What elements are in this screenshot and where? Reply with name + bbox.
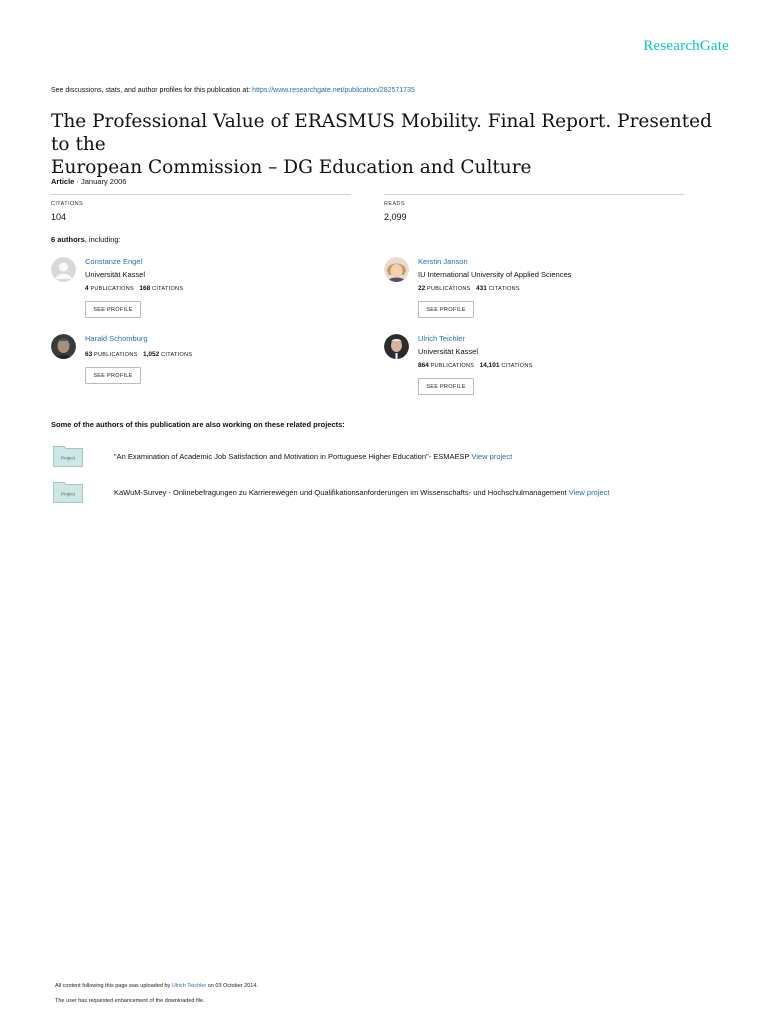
project-folder-icon[interactable] bbox=[53, 445, 83, 467]
reads-value: 2,099 bbox=[384, 212, 407, 222]
citation-count: 1,052 bbox=[143, 351, 160, 358]
author-photo-image bbox=[384, 334, 409, 359]
author-photo-image bbox=[384, 257, 409, 282]
citations-label: CITATIONS bbox=[51, 201, 84, 207]
citations-divider bbox=[51, 194, 351, 195]
citations-label: CITATIONS bbox=[501, 363, 533, 369]
author-institution: Universität Kassel bbox=[85, 270, 146, 279]
enhancement-notice: The user has requested enhancement of the downloaded file. bbox=[55, 998, 205, 1004]
author-name[interactable]: Kerstin Janson bbox=[418, 257, 468, 266]
citations-label: CITATIONS bbox=[161, 352, 193, 358]
author-card-harald-schomburg bbox=[51, 334, 371, 404]
researchgate-logo[interactable]: ResearchGate bbox=[643, 38, 729, 54]
publication-count: 864 bbox=[418, 362, 429, 369]
project-icon-label: Project bbox=[60, 491, 76, 497]
authors-count-line bbox=[51, 235, 121, 244]
author-stats bbox=[418, 285, 520, 292]
citation-count: 14,101 bbox=[479, 362, 500, 369]
publications-label: PUBLICATIONS bbox=[427, 286, 471, 292]
view-project-link[interactable]: View project bbox=[471, 452, 513, 461]
discussion-text: See discussions, stats, and author profiles for this publication at: bbox=[51, 87, 253, 94]
related-projects-heading: Some of the authors of this publication are also working on these related projects: bbox=[51, 420, 345, 429]
publications-label: PUBLICATIONS bbox=[430, 363, 475, 369]
project-item bbox=[114, 452, 512, 461]
author-stats bbox=[85, 351, 192, 358]
publication-count: 22 bbox=[418, 285, 426, 292]
article-meta bbox=[51, 177, 126, 186]
upload-notice bbox=[55, 983, 258, 989]
author-institution: Universität Kassel bbox=[418, 347, 479, 356]
discussion-notice bbox=[51, 87, 415, 94]
author-card-constanze-engel bbox=[51, 257, 371, 327]
view-project-link[interactable]: View project bbox=[568, 488, 610, 497]
default-avatar-icon bbox=[51, 257, 76, 282]
publications-label: PUBLICATIONS bbox=[94, 352, 138, 358]
author-card-ulrich-teichler bbox=[384, 334, 704, 404]
author-name[interactable]: Constanze Engel bbox=[85, 257, 143, 266]
publication-url-link[interactable]: https://www.researchgate.net/publication/282571735 bbox=[252, 87, 415, 94]
avatar-placeholder[interactable] bbox=[51, 257, 76, 282]
folder-icon bbox=[53, 445, 83, 467]
citation-count: 168 bbox=[139, 285, 151, 292]
title-line-2: European Commission – DG Education and Culture bbox=[51, 157, 532, 178]
project-title: KaWuM-Survey - Onlinebefragungen zu Karrierewegen und Qualifikationsanforderungen im Wissenschafts- und Hochschulmanagement bbox=[114, 488, 569, 497]
reads-divider bbox=[384, 194, 684, 195]
author-name[interactable]: Harald Schomburg bbox=[85, 334, 148, 343]
author-stats bbox=[418, 362, 533, 369]
publications-label: PUBLICATIONS bbox=[90, 286, 134, 292]
see-profile-button[interactable]: SEE PROFILE bbox=[85, 301, 141, 318]
uploader-link[interactable]: Ulrich Teichler bbox=[171, 983, 207, 989]
folder-icon bbox=[53, 481, 83, 503]
reads-label: READS bbox=[384, 201, 405, 207]
author-photo[interactable] bbox=[51, 334, 76, 359]
title-line-1: The Professional Value of ERASMUS Mobility. Final Report. Presented to the bbox=[51, 111, 712, 155]
author-stats bbox=[85, 285, 183, 292]
see-profile-button[interactable]: SEE PROFILE bbox=[418, 378, 474, 395]
project-icon-label: Project bbox=[60, 455, 76, 461]
upload-prefix: All content following this page was uploaded by bbox=[55, 983, 172, 989]
author-institution: IU International University of Applied Sciences bbox=[418, 270, 572, 279]
article-type: Article bbox=[51, 177, 75, 186]
author-card-kerstin-janson bbox=[384, 257, 704, 327]
upload-suffix: on 03 October 2014. bbox=[206, 983, 258, 989]
page-title bbox=[51, 110, 731, 179]
project-title: "An Examination of Academic Job Satisfaction and Motivation in Portuguese Higher Education"- ESMAESP bbox=[114, 452, 472, 461]
authors-suffix: , including: bbox=[84, 235, 121, 244]
see-profile-button[interactable]: SEE PROFILE bbox=[418, 301, 474, 318]
publication-count: 63 bbox=[85, 351, 93, 358]
author-photo-image bbox=[51, 334, 76, 359]
article-date: · January 2006 bbox=[74, 177, 127, 186]
see-profile-button[interactable]: SEE PROFILE bbox=[85, 367, 141, 384]
author-photo[interactable] bbox=[384, 334, 409, 359]
citation-count: 431 bbox=[476, 285, 487, 292]
project-folder-icon[interactable] bbox=[53, 481, 83, 503]
citations-label: CITATIONS bbox=[488, 286, 520, 292]
authors-count: 6 authors bbox=[51, 235, 85, 244]
citations-label: CITATIONS bbox=[152, 286, 184, 292]
publication-count: 4 bbox=[85, 285, 89, 292]
citations-value: 104 bbox=[51, 212, 67, 222]
author-photo[interactable] bbox=[384, 257, 409, 282]
project-item bbox=[114, 488, 609, 497]
author-name[interactable]: Ulrich Teichler bbox=[418, 334, 465, 343]
